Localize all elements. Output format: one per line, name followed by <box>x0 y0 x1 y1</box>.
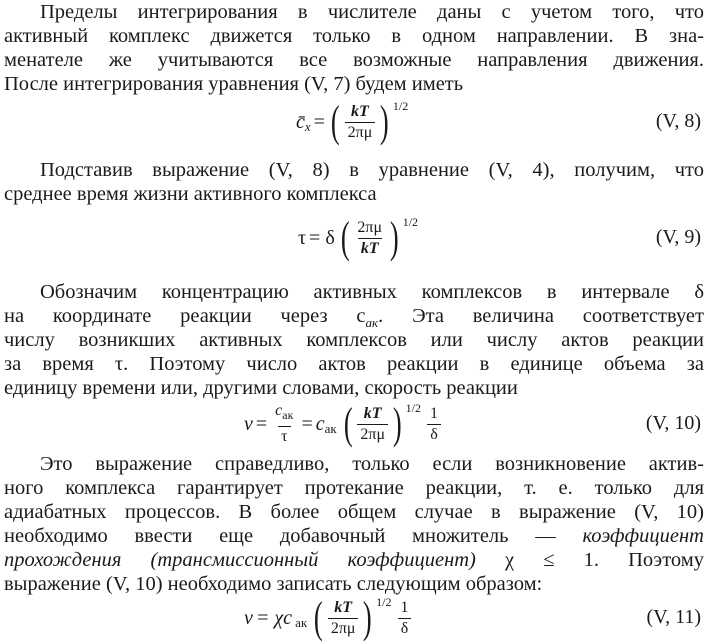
text-line: числу возникших активных комплексов или числу актов реакции <box>4 329 704 351</box>
text-line: Подставив выражение (V, 8) в уравнение (V, 4), получим, что <box>40 159 704 181</box>
subscript-ak: ак <box>365 315 379 331</box>
text-line <box>4 548 704 572</box>
eq-fraction <box>427 405 441 444</box>
right-paren: ) <box>389 213 399 262</box>
eq-lhs: v <box>244 412 253 435</box>
left-paren: ( <box>340 213 350 262</box>
text-line: После интегрирования уравнения (V, 7) будем иметь <box>4 73 464 95</box>
equation-v9 <box>0 212 711 264</box>
eq-fraction <box>357 405 388 444</box>
eq-fraction <box>397 599 411 638</box>
text-fragment: χ ≤ 1. Поэтому <box>505 549 704 571</box>
eq-denominator: 2πμ <box>345 122 376 142</box>
eq-fraction <box>272 402 296 445</box>
equation-label: (V, 8) <box>655 110 701 132</box>
term-italic: коэффициент <box>582 525 704 547</box>
right-paren: ) <box>380 97 389 146</box>
right-paren: ) <box>363 593 373 642</box>
text-line: Это выражение справедливо, только если возникновение актив- <box>40 453 704 475</box>
text-line: активный комплекс движется только в одном направлении. В зна- <box>4 25 704 47</box>
eq-sign: = χc <box>255 606 293 629</box>
term-italic: прохождения <box>4 549 122 571</box>
term-italic: (трансмиссионный коэффициент) <box>150 549 476 571</box>
left-paren: ( <box>330 97 340 146</box>
eq-numerator: 1 <box>400 598 409 616</box>
eq-numerator: kT <box>334 598 353 616</box>
eq-lhs: τ <box>298 226 307 249</box>
eq-exponent: 1/2 <box>402 214 419 229</box>
equation-label: (V, 9) <box>655 226 701 248</box>
eq-sign: = δ <box>309 226 335 249</box>
equation-v11 <box>0 594 711 643</box>
eq-exponent: 1/2 <box>405 400 422 415</box>
eq-numerator: kT <box>351 102 369 120</box>
left-paren: ( <box>314 593 323 642</box>
eq-sign: = <box>301 412 313 435</box>
eq-exponent: 1/2 <box>392 98 409 113</box>
right-paren: ) <box>392 399 402 448</box>
equation-v8 <box>0 96 711 148</box>
text-line: среднее время жизни активного комплекса <box>4 183 377 205</box>
eq-fraction <box>345 103 376 142</box>
eq-numerator: kT <box>363 404 382 422</box>
text-fragment: необходимо ввести еще добавочный множитель — <box>4 525 583 547</box>
left-paren: ( <box>343 399 353 448</box>
eq-sign: = <box>313 110 325 133</box>
equation-label: (V, 10) <box>645 412 701 434</box>
eq-numerator: 2πμ <box>357 218 383 236</box>
eq-sub: ак <box>282 408 294 423</box>
eq-denominator: δ <box>427 424 441 444</box>
text-line: выражение (V, 10) необходимо записать следующим образом: <box>4 573 543 595</box>
eq-denominator: 2πμ <box>328 618 359 638</box>
eq-var: c <box>315 412 325 435</box>
eq-exponent: 1/2 <box>376 594 392 609</box>
eq-sign: = <box>255 412 268 435</box>
eq-sub: ак <box>295 615 308 630</box>
text-line <box>4 524 704 548</box>
eq-numerator <box>272 402 296 425</box>
eq-fraction <box>354 219 385 258</box>
eq-denominator: kT <box>358 238 382 258</box>
eq-denominator: τ <box>278 426 290 446</box>
text-line: адиабатных процессов. В более общем случае в выражение (V, 10) <box>4 501 704 523</box>
text-line: за время τ. Поэтому число актов реакции в единице объема за <box>4 353 704 375</box>
eq-sub: ак <box>324 421 337 436</box>
eq-denominator: δ <box>398 618 412 638</box>
text-line: ного комплекса гарантирует протекание реакции, т. е. только для <box>4 477 704 499</box>
text-line: единицу времени или, другими словами, скорость реакции <box>4 377 518 399</box>
text-fragment: . Эта величина соответствует <box>378 305 704 327</box>
text-fragment: на координате реакции через c <box>4 305 366 327</box>
equation-label: (V, 11) <box>646 606 701 628</box>
eq-var: c <box>275 402 283 420</box>
eq-fraction <box>328 599 359 638</box>
eq-lhs: v <box>244 606 253 629</box>
text-line: менателе же учитываются все возможные направления движения. <box>4 49 704 71</box>
eq-denominator: 2πμ <box>357 424 388 444</box>
equation-v10 <box>0 398 711 452</box>
eq-lhs: c̄ <box>296 110 305 133</box>
text-line: Обозначим концентрацию активных комплексов в интервале δ <box>40 281 704 303</box>
eq-numerator: 1 <box>430 404 439 422</box>
eq-lhs-sub: x <box>304 119 311 134</box>
text-line: Пределы интегрирования в числителе даны с учетом того, что <box>40 1 704 23</box>
